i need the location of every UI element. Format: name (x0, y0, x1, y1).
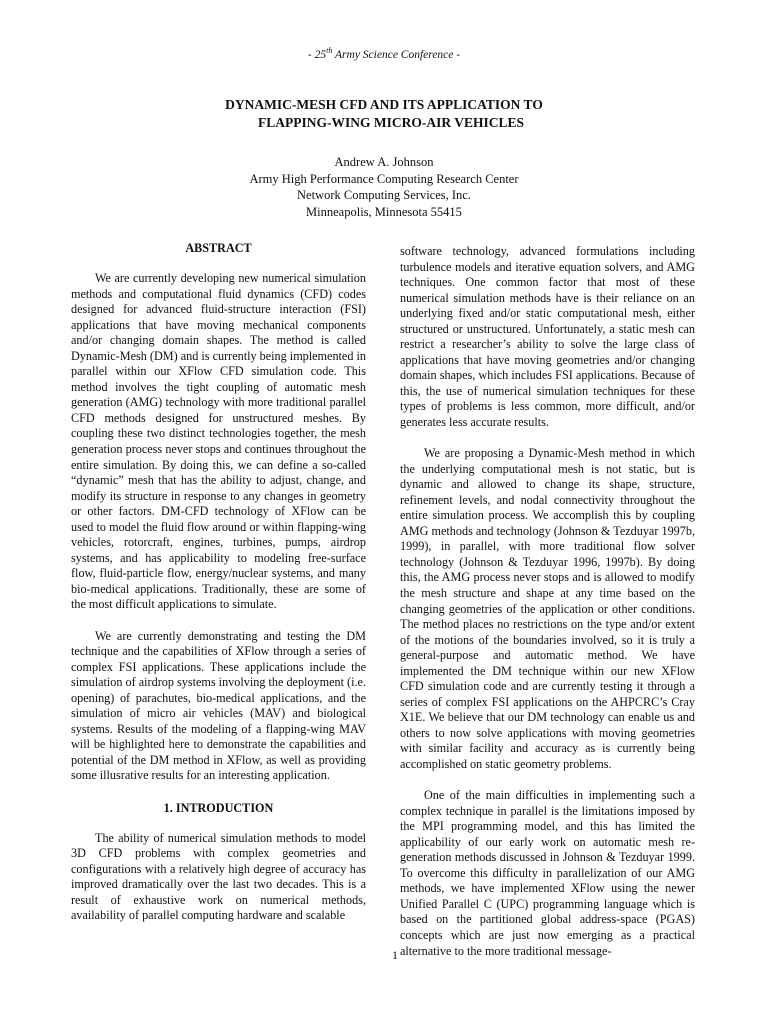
title-line-2: FLAPPING-WING MICRO-AIR VEHICLES (257, 115, 525, 130)
author-location: Minneapolis, Minnesota 55415 (306, 204, 462, 219)
author-company: Network Computing Services, Inc. (297, 188, 471, 202)
page-number: 1 (392, 948, 398, 962)
right-column (400, 244, 695, 975)
left-column (71, 240, 366, 939)
introduction-paragraph-1: The ability of numerical simulation methods to model 3D CFD problems with complex geometries and configurations with a relatively high degree of accuracy has improved dramatically over the last two decades. This is a result of exhaustive work on numerical methods, availability of parallel computing hardware and scalable (71, 830, 366, 923)
header-superscript: th (326, 46, 333, 55)
abstract-paragraph-1: We are currently developing new numerical simulation methods and computational fluid dynamics (CFD) codes designed for advanced fluid-structure interaction (FSI) applications that have moving mechanical components and/or changing domain shapes. The method is called Dynamic-Mesh (DM) and is currently being implemented in parallel within our XFlow CFD simulation code. This method involves the tight coupling of automatic mesh generation (AMG) technology with more traditional parallel CFD methods designed for unstructured meshes. By coupling these two distinct technologies together, the mesh generation process never stops and continues throughout the entire simulation. By doing this, we can define a so-called “dynamic” mesh that has the ability to adjust, change, and modify its structure in response to any changes in geometry or other factors. DM-CFD technology of XFlow can be used to model the fluid flow around or within flapping-wing vehicles, rotorcraft, engines, turbines, pumps, airdrop systems, and has applicability to modeling free-surface flow, fluid-particle flow, energy/nuclear systems, and many bio-medical applications. Traditionally, these are some of the most difficult applications to simulate. (71, 271, 366, 612)
right-paragraph-3: One of the main difficulties in implementing such a complex technique in parallel is the limitations imposed by the MPI programming model, and this has limited the applicability of our early work on automatic mesh re-generation methods discussed in Johnson & Tezduyar 1999. To overcome this difficulty in parallelization of our AMG methods, we have implemented XFlow using the newer Unified Parallel C (UPC) programming language which is based on the partitioned global address-space (PGAS) concepts which are just now emerging as a practical alternative to the more traditional message- (400, 788, 695, 958)
right-paragraph-1: software technology, advanced formulations including turbulence models and iterative equation solvers, and AMG techniques. One common factor that most of these numerical simulation methods have is their reliance on an underlying fixed and/or static computational mesh, either structured or unstructured. Unfortunately, a static mesh can restrict a researcher’s ability to solve the large class of applications that have moving geometries and/or changing domain shapes, which includes FSI applications. Because of this, the use of numerical simulation techniques for these types of problems is less common, more difficult, and/or generates less accurate results. (400, 244, 695, 430)
right-paragraph-2: We are proposing a Dynamic-Mesh method in which the underlying computational mesh is not static, but is dynamic and allowed to change its shape, structure, refinement levels, and nodal connectivity throughout the entire simulation process. We accomplish this by coupling AMG methods and technology (Johnson & Tezduyar 1997b, 1999), in parallel, with more traditional flow solver technology (Johnson & Tezduyar 1996, 1997b). By doing this, the AMG process never stops and is allowed to modify the mesh structure and shape at any time based on the changing geometries of the application or other conditions. The method places no restrictions on the type and/or extent of the motions of the boundaries involved, so it is truly a general-purpose and automatic method. We have implemented the DM technique within our new XFlow CFD simulation code and are currently testing it through a series of complex FSI applications on the AHPCRC’s Cray X1E. We believe that our DM technology can enable us and others to now solve applications with moving geometries with similar facility and accuracy as is currently being accomplished on static geometry problems. (400, 446, 695, 771)
author-name: Andrew A. Johnson (334, 155, 434, 169)
header-prefix: - 25 (307, 48, 327, 61)
running-header (0, 46, 768, 61)
title-line-1: DYNAMIC-MESH CFD AND ITS APPLICATION TO (225, 97, 543, 112)
introduction-heading: 1. INTRODUCTION (163, 800, 274, 815)
abstract-paragraph-2: We are currently demonstrating and testing the DM technique and the capabilities of XFlow through a series of complex FSI applications. These applications include the simulation of airdrop systems involving the deployment (i.e. opening) of parachutes, bio-medical applications, and the simulation of micro air vehicles (MAV) and biological systems. Results of the modeling of a flapping-wing MAV will be highlighted here to demonstrate the capabilities and potential of the DM method in XFlow, as well as providing some illusrative results for an interesting application. (71, 628, 366, 783)
paper-title (0, 96, 768, 132)
author-organization: Army High Performance Computing Research Center (249, 171, 519, 186)
abstract-heading: ABSTRACT (185, 241, 252, 255)
header-suffix: Army Science Conference - (332, 48, 461, 61)
author-block (0, 154, 768, 220)
